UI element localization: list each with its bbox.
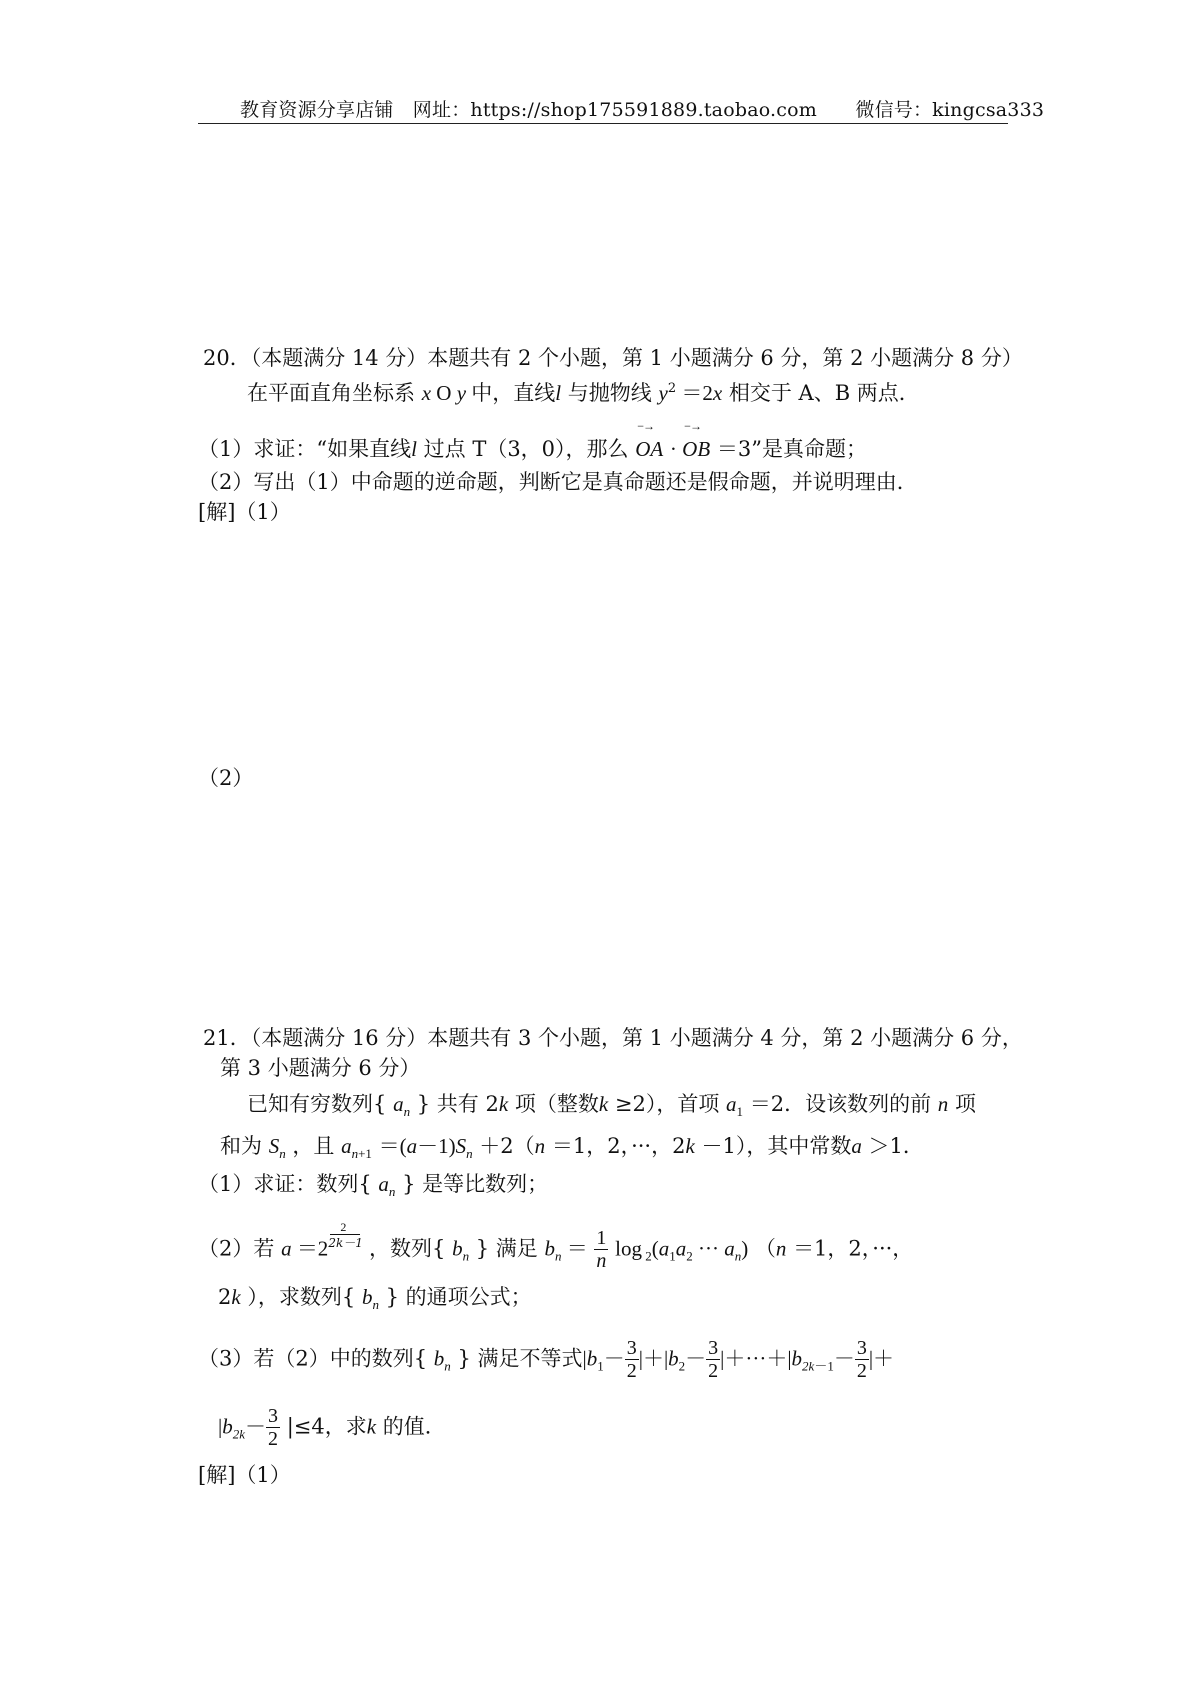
q21-solution-label: [解]（1）: [198, 1463, 291, 1487]
q20-part2: （2）写出（1）中命题的逆命题，判断它是真命题还是假命题，并说明理由．: [198, 470, 918, 494]
fraction-3-over-2: $\frac{3}{2}$: [268, 1405, 278, 1450]
q21-stem-text: 项: [954, 1092, 976, 1116]
q21-part3-text: 的值．: [382, 1414, 446, 1439]
q20-stem: 在平面直角坐标系 x O y 中，直线l 与抛物线 $y^2 =2x$ 相交于 A、B 两点．: [247, 381, 920, 405]
q21-part2-cont: 2k ），求数列{ $b_n$ } 的通项公式；: [218, 1285, 532, 1313]
q21-part2-text: } 满足: [475, 1236, 538, 1261]
q21-part3: （3）若（2）中的数列{ $b_n$ } 满足不等式$|b_1-$ $\frac{3}{2}$ $|+|b_2-$ $\frac{3}{2}$ $|+\cdot\cdot\cdot+|b_{2k-1}-$ $\frac{3}{2}$ |＋: [198, 1337, 895, 1382]
fraction-3-over-2: $\frac{3}{2}$: [708, 1337, 719, 1382]
q21-title-line1: 21．（本题满分 16 分）本题共有 3 个小题，第 1 小题满分 4 分，第 2 小题满分 6 分，: [203, 1026, 1023, 1050]
q21-stem-text: ，且: [292, 1134, 335, 1158]
q21-stem-text: } 共有 2: [416, 1092, 499, 1116]
q21-stem-text: －1），其中常数: [701, 1134, 852, 1158]
q21-part3-text: } 满足不等式: [457, 1346, 583, 1371]
q21-stem-text: ＝2．设该数列的前: [749, 1092, 932, 1116]
q21-part1-text: （1）求证：数列{: [198, 1172, 372, 1196]
exponent-fraction: $\frac{2}{2k-1}$: [328, 1219, 363, 1250]
q21-stem-text: 和为: [220, 1134, 262, 1158]
q20-part2-label: （2）: [198, 766, 254, 790]
q21-part2-text: ，数列{: [369, 1236, 446, 1261]
q20-stem-text: 与抛物线: [567, 381, 652, 405]
q21-part3-text: （3）若（2）中的数列{: [198, 1346, 428, 1371]
q21-part2: （2）若 a ＝2 $\frac{2}{2k-1}$ ，数列{ $b_n$ } 满足 $b_n$ ＝ $\frac{1}{n}$ $\log _2(a_1a_2$ ··· $a_n$) （n ＝1，2，···，: [198, 1219, 914, 1272]
q21-part2-text: ＝1，2，···，: [793, 1236, 914, 1261]
q21-stem-text: 已知有穷数列{: [247, 1092, 387, 1116]
q21-part2-text: ），求数列{: [247, 1285, 356, 1309]
page-header: [198, 93, 1045, 124]
q21-stem-text: 项（整数: [514, 1092, 599, 1116]
fraction-3-over-2: $\frac{3}{2}$: [626, 1337, 637, 1382]
q21-stem-text: ＋2（: [479, 1134, 535, 1158]
q20-part1-text: 过点 T（3，0），那么: [423, 437, 629, 461]
q21-part2-text: 2: [218, 1285, 232, 1309]
q21-stem-text: ＞1．: [868, 1134, 924, 1158]
q21-part1-text: } 是等比数列；: [402, 1172, 549, 1196]
q21-part1: （1）求证：数列{ $a_n$ } 是等比数列；: [198, 1172, 549, 1200]
fraction-1-over-n: $\frac{1}{n}$: [596, 1227, 607, 1272]
q20-stem-text: 相交于 A、B 两点．: [728, 381, 920, 405]
q20-stem-text: 中，直线: [471, 381, 556, 405]
q21-stem-line1: 已知有穷数列{ $a_n$ } 共有 2k 项（整数k ≥2），首项 $a_1 =2$．设该数列的前 n 项: [247, 1092, 976, 1120]
q20-part1-text: ＝3”是真命题；: [716, 437, 867, 461]
q21-stem-line2: 和为 $S_n$ ，且 $a_{n+1} =(a-1)S_n +2(n =1$，2，···，2k －1），其中常数a ＞1．: [220, 1134, 924, 1162]
vector-oa: −→ OA: [635, 419, 664, 461]
q20-solution-label: [解]（1）: [198, 500, 291, 524]
q21-title-line2: 第 3 小题满分 6 分）: [220, 1056, 421, 1080]
q20-part1-text: （1）求证：“如果直线: [198, 437, 412, 461]
q21-part2-text: } 的通项公式；: [385, 1285, 532, 1309]
q21-part3-cont: $|b_{2k}-$ $\frac{3}{2}$ |≤4，求k 的值．: [218, 1405, 446, 1450]
q20-title: 20．（本题满分 14 分）本题共有 2 个小题，第 1 小题满分 6 分，第 2 小题满分 8 分）: [203, 346, 1023, 370]
q21-part3-text: |≤4，求: [286, 1414, 367, 1439]
q21-stem-text: ≥2），首项: [614, 1092, 720, 1116]
q21-part2-text: （: [754, 1236, 776, 1261]
q21-part2-text: （2）若: [198, 1236, 275, 1261]
header-text: 教育资源分享店铺 网址：https://shop175591889.taobao.com 微信号：kingcsa333: [240, 99, 1045, 121]
fraction-3-over-2: $\frac{3}{2}$: [856, 1337, 867, 1382]
q20-stem-text: 在平面直角坐标系: [247, 381, 415, 405]
q21-stem-text: ＝1，2，···，2: [551, 1134, 686, 1158]
q20-part1: （1）求证：“如果直线l 过点 T（3，0），那么 −→ OA · −→ OB ＝3”是真命题；: [198, 419, 867, 461]
vector-ob: −→ OB: [682, 419, 711, 461]
